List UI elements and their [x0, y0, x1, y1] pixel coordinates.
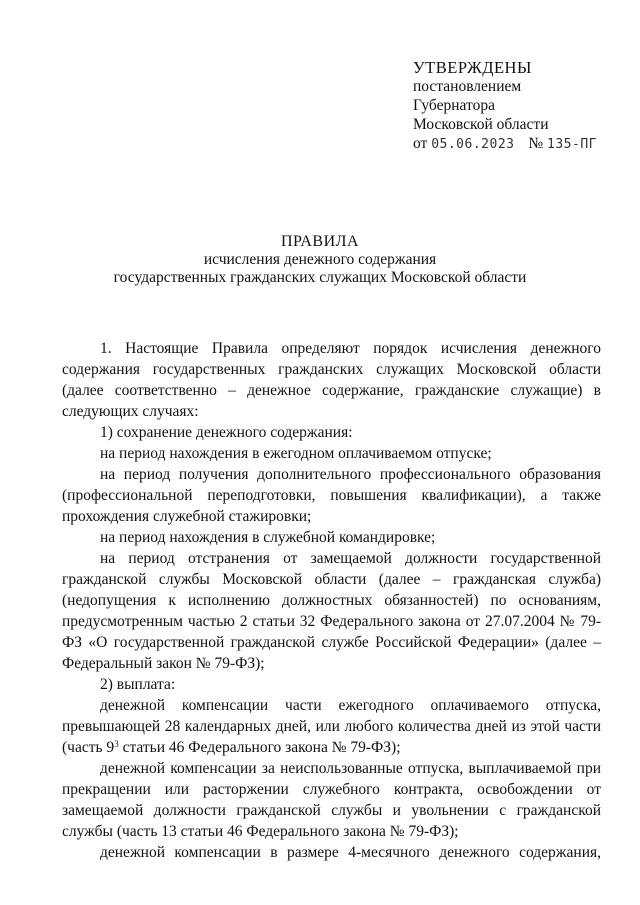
paragraph-item-2: 2) выплата: — [100, 676, 176, 693]
paragraph-education: на период получения дополнительного профессионального образования (профессиональной переподготовки, повышения квалификации), а также прохождения служебной стажировки; — [62, 466, 601, 525]
paragraph-item-1: 1) сохранение денежного содержания: — [100, 424, 353, 441]
paragraph-leave-compensation: денежной компенсации части ежегодного оплачиваемого отпуска, превышающей 28 календарных дней, или любого количества дней из этой части — [62, 697, 601, 735]
approval-number-label: № — [528, 135, 544, 152]
approval-line-governor: Губернатора — [413, 97, 495, 114]
ref-part-a: (часть 9 — [62, 739, 115, 756]
ref-superscript: 3 — [114, 739, 119, 749]
approval-heading: УТВЕРЖДЕНЫ — [413, 58, 532, 77]
approval-number-value: 135-ПГ — [547, 137, 597, 152]
paragraph-four-month-compensation: денежной компенсации в размере 4-месячного денежного содержания, — [100, 844, 601, 861]
approval-date-value: 05.06.2023 — [431, 137, 515, 152]
ref-part-b: статьи 46 Федерального закона № 79-ФЗ); — [118, 739, 401, 756]
paragraph-annual-leave: на период нахождения в ежегодном оплачиваемом отпуске; — [100, 445, 492, 462]
paragraph-business-trip: на период нахождения в служебной командировке; — [100, 529, 436, 546]
approval-line-resolution: постановлением — [413, 78, 522, 95]
document-body — [62, 338, 601, 863]
document-subtitle-line-1: исчисления денежного содержания — [203, 251, 437, 268]
document-title-block — [0, 233, 640, 287]
approval-date-line — [413, 134, 597, 154]
approval-line-region: Московской области — [413, 116, 549, 133]
paragraph-leave-compensation-ref — [62, 737, 601, 758]
paragraph-unused-leave: денежной компенсации за неиспользованные отпуска, выплачиваемой при прекращении или расторжении служебного контракта, освобождении от замещаемой должности гражданской службы и увольнении с гражданской службы (часть 13 статьи 46 Федерального закона № 79-ФЗ); — [62, 760, 601, 840]
approval-stamp-block — [413, 58, 597, 154]
paragraph-suspension: на период отстранения от замещаемой должности государственной гражданской службы Московской области (далее – гражданская служба) (недопущения к исполнению должностных обязанностей) по основаниям, предусмотренным частью 2 статьи 32 Федерального закона от 27.07.2004 № 79-ФЗ «О государственной гражданской службе Российской Федерации» (далее – Федеральный закон № 79-ФЗ); — [62, 550, 601, 672]
approval-date-prefix: от — [413, 135, 428, 152]
document-subtitle-line-2: государственных гражданских служащих Московской области — [113, 269, 527, 286]
document-title: ПРАВИЛА — [280, 233, 360, 250]
paragraph-1: 1. Настоящие Правила определяют порядок исчисления денежного содержания государственных гражданских служащих Московской области (далее соответственно – денежное содержание, гражданские служащие) в следующих случаях: — [62, 340, 601, 420]
